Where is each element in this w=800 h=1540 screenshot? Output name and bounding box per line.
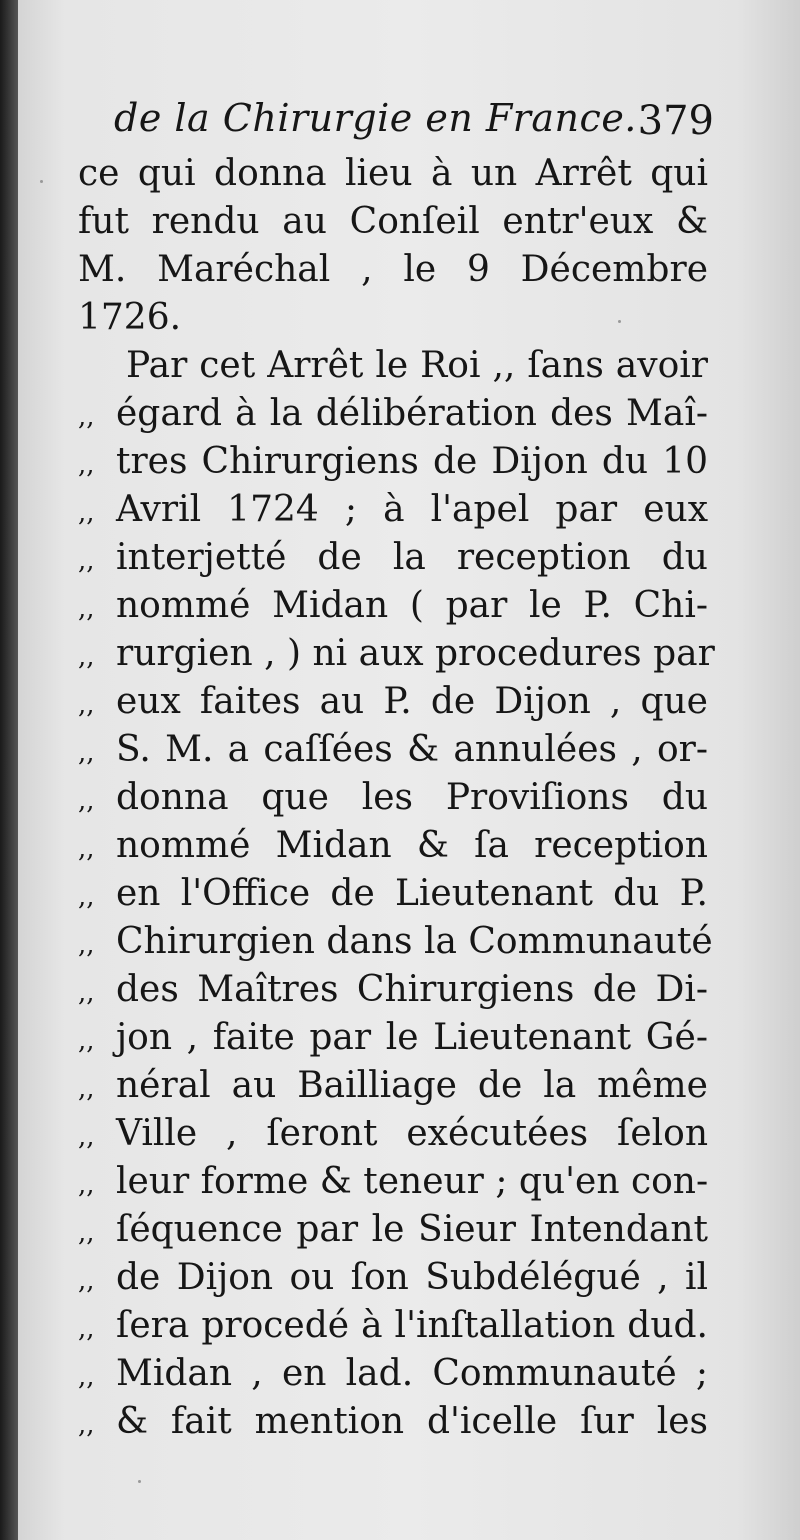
quote-mark: ,, [78,1314,95,1344]
page-header [114,96,714,156]
quoted-line: ,, néral au Bailliage de la même [78,1062,708,1110]
quoted-line: ,, nommé Midan ( par le P. Chi- [78,582,708,630]
quote-mark: ,, [78,1170,95,1200]
quoted-line: ,, ſéquence par le Sieur Intendant [78,1206,708,1254]
quoted-line: ,, égard à la délibération des Maî- [78,390,708,438]
quote-mark: ,, [78,1410,95,1440]
quoted-line: ,, rurgien , ) ni aux procedures par [78,630,708,678]
quote-mark: ,, [78,450,95,480]
book-page [18,0,800,1540]
quote-mark: ,, [78,498,95,528]
quote-mark: ,, [78,978,95,1008]
text-line-paragraph-start: Par cet Arrêt le Roi ,, ſans avoir [126,345,708,386]
scan-speck [40,180,43,183]
page-number: 379 [637,98,714,144]
quoted-line: ,, Avril 1724 ; à l'apel par eux [78,486,708,534]
quoted-line: ,, en l'Office de Lieutenant du P. [78,870,708,918]
quote-mark: ,, [78,402,95,432]
page-gutter-shadow [0,0,18,1540]
quoted-line: ,, jon , faite par le Lieutenant Gé- [78,1014,708,1062]
quote-mark: ,, [78,1218,95,1248]
quoted-line: ,, interjetté de la reception du [78,534,708,582]
quoted-line: ,, ſera procedé à l'inſtallation dud. [78,1302,708,1350]
quoted-line: ,, des Maîtres Chirurgiens de Di- [78,966,708,1014]
quote-mark: ,, [78,930,95,960]
quoted-line: ,, Midan , en lad. Communauté ; [78,1350,708,1398]
quote-mark: ,, [78,642,95,672]
text-line: ce qui donna lieu à un Arrêt qui [78,153,708,194]
quote-mark: ,, [78,1122,95,1152]
quote-mark: ,, [78,882,95,912]
quote-mark: ,, [78,834,95,864]
quote-mark: ,, [78,1074,95,1104]
text-line: M. Maréchal , le 9 Décembre [78,249,708,290]
quoted-line: ,, leur forme & teneur ; qu'en con- [78,1158,708,1206]
text-line: 1726. [78,297,182,338]
quoted-line: ,, & fait mention d'icelle ſur les [78,1398,708,1446]
quote-mark: ,, [78,546,95,576]
quoted-line: ,, S. M. a caſſées & annulées , or- [78,726,708,774]
quoted-line: ,, Ville , ſeront exécutées ſelon [78,1110,708,1158]
quote-mark: ,, [78,786,95,816]
running-title: de la Chirurgie en France. [114,96,637,140]
quote-mark: ,, [78,1362,95,1392]
body-text [78,150,715,1446]
quoted-line: ,, tres Chirurgiens de Dijon du 10 [78,438,708,486]
quote-mark: ,, [78,1026,95,1056]
quoted-line: ,, nommé Midan & ſa reception [78,822,708,870]
quote-mark: ,, [78,594,95,624]
scan-speck [138,1480,141,1483]
text-line: fut rendu au Conſeil entr'eux & [78,201,708,242]
quoted-line: ,, donna que les Proviſions du [78,774,708,822]
quote-mark: ,, [78,690,95,720]
quoted-line: ,, eux faites au P. de Dijon , que [78,678,708,726]
quoted-line: ,, de Dijon ou ſon Subdélégué , il [78,1254,708,1302]
scan-speck [618,320,621,323]
quote-mark: ,, [78,1266,95,1296]
quoted-line: ,, Chirurgien dans la Communauté [78,918,708,966]
quote-mark: ,, [78,738,95,768]
